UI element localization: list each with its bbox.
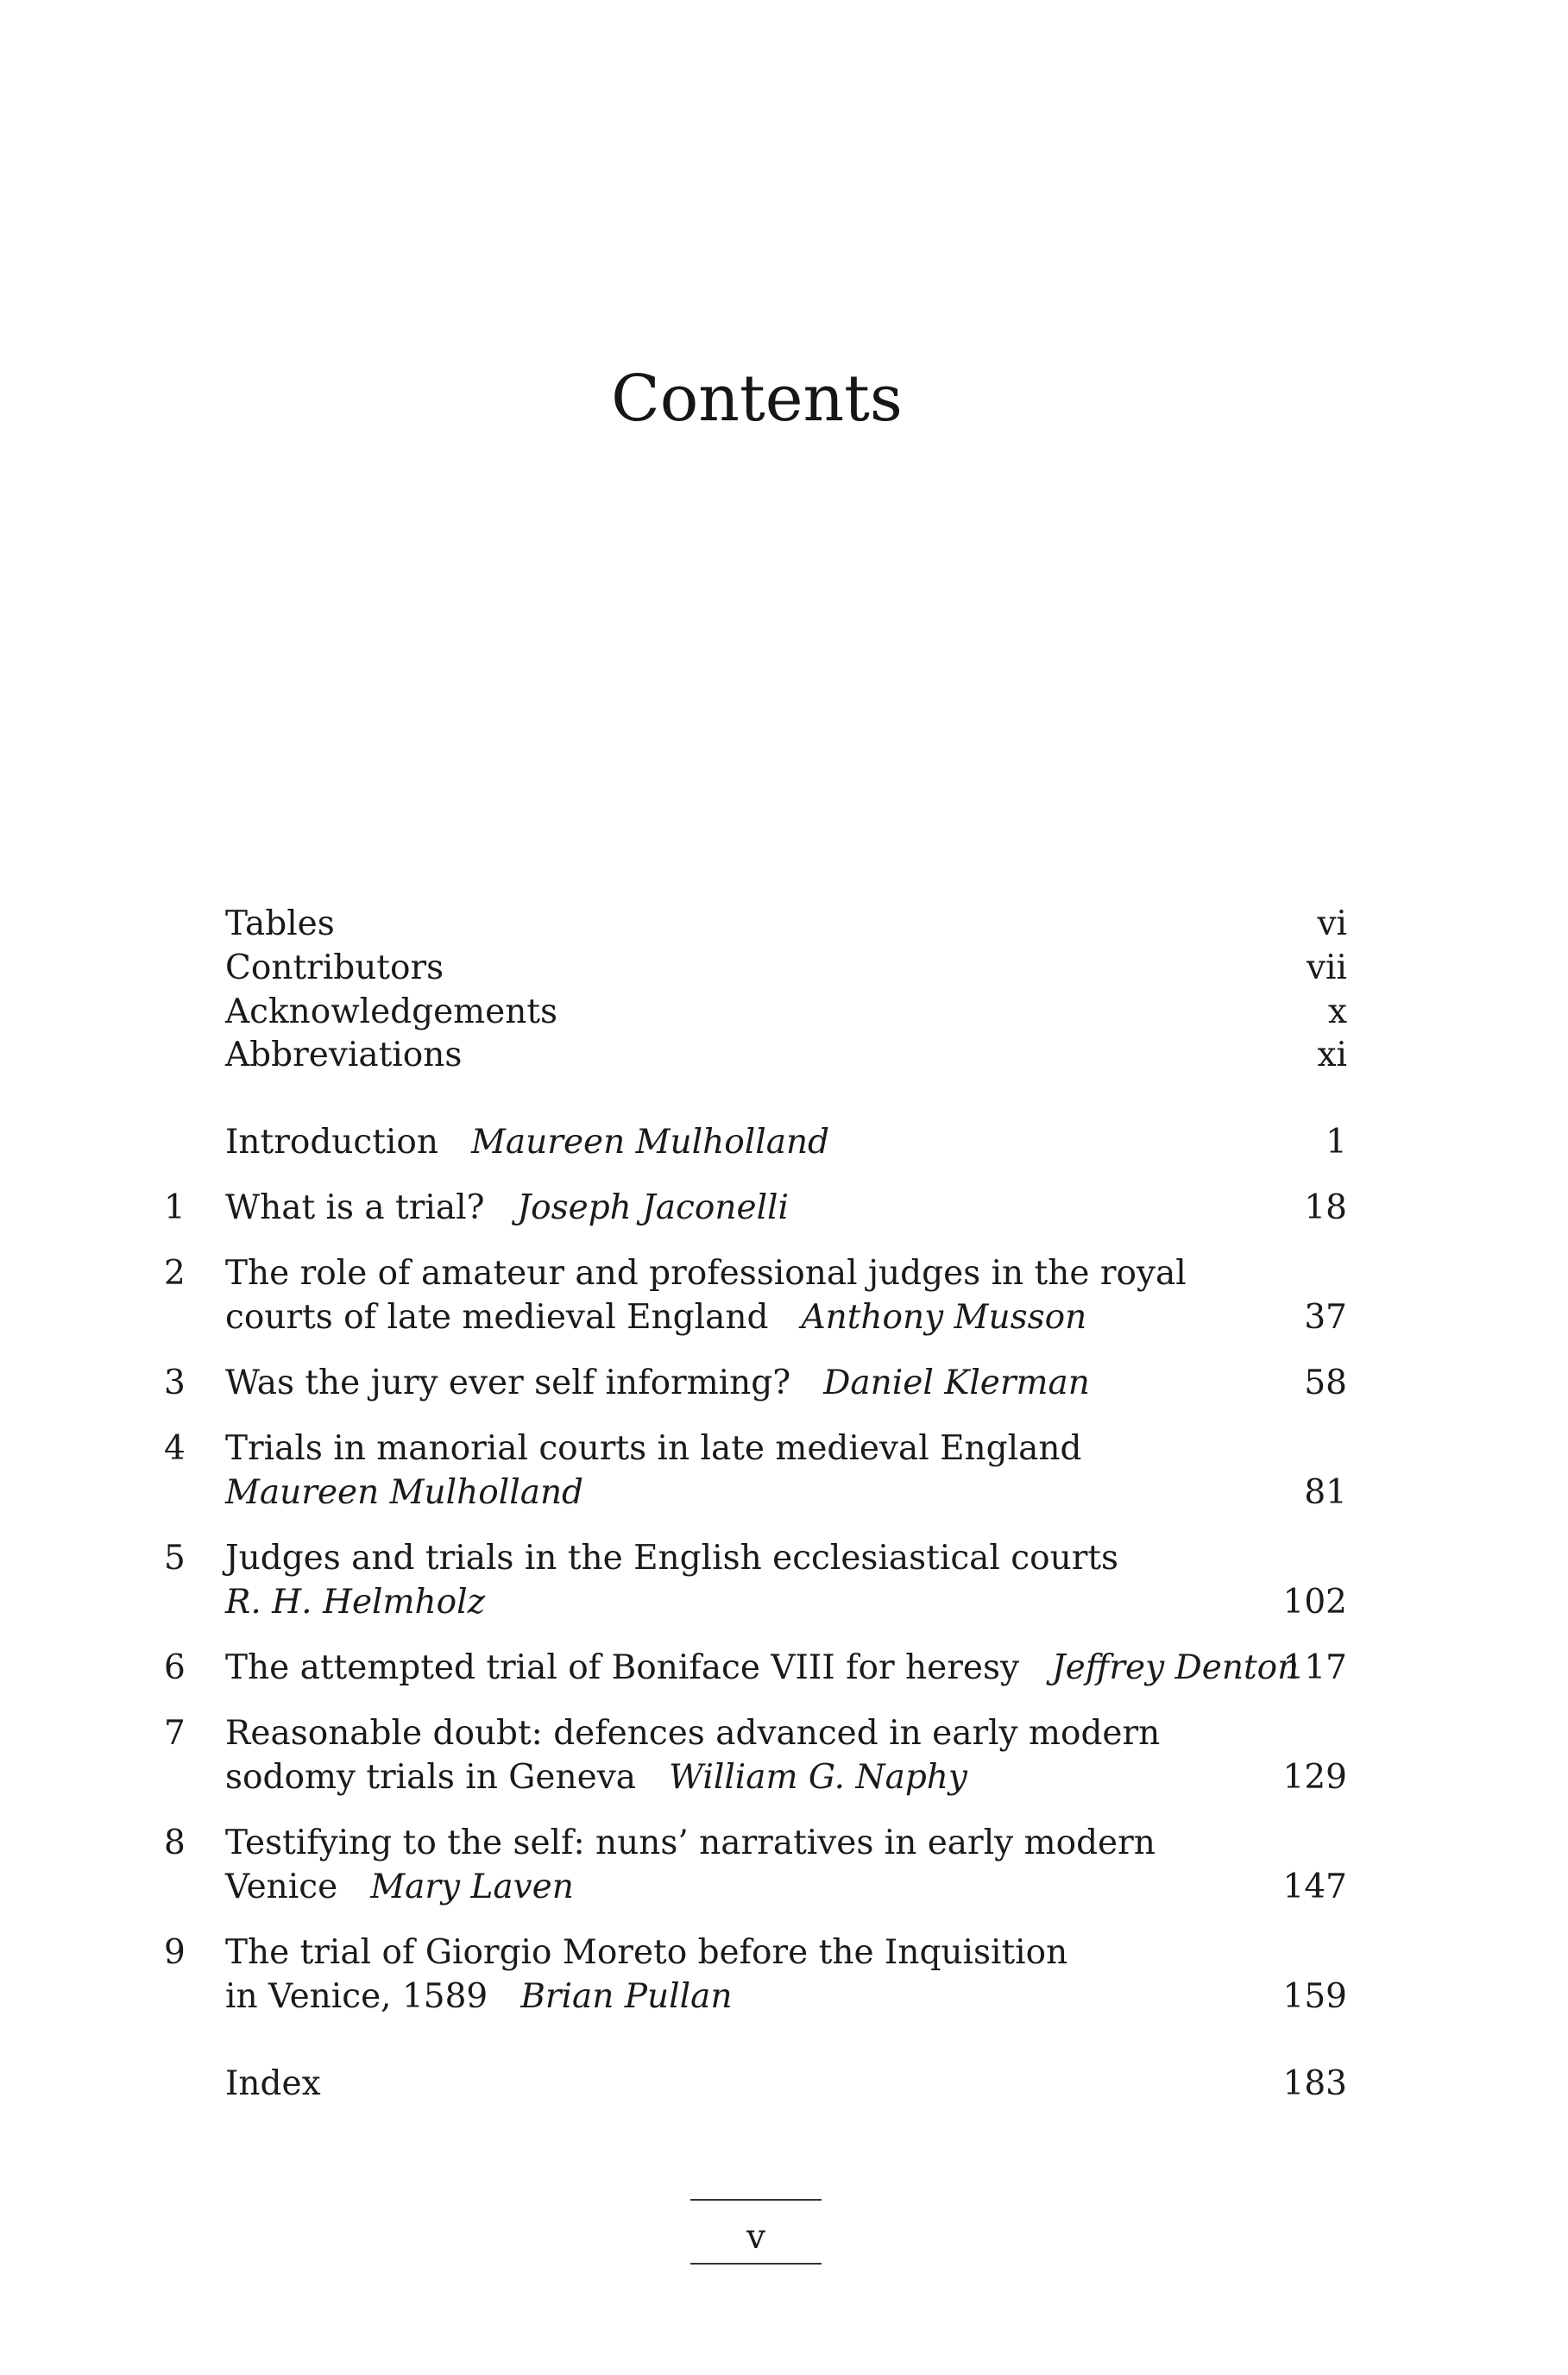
chapter-author: Jeffrey Denton [1052, 1648, 1300, 1687]
toc-page-number: 147 [1282, 1868, 1347, 1906]
page-title: Contents [611, 362, 903, 436]
chapter-number: 3 [164, 1364, 186, 1402]
toc-page-number: 129 [1282, 1758, 1347, 1797]
toc-page-number: xi [1317, 1036, 1347, 1074]
chapter-title-continued: Venice [225, 1868, 338, 1906]
chapter-title-continued: in Venice, 1589 [225, 1977, 488, 2016]
toc-page-number: vii [1307, 948, 1347, 987]
toc-page-number: vi [1317, 904, 1347, 943]
toc-page-number: x [1328, 992, 1347, 1031]
toc-entry-label: Acknowledgements [225, 992, 558, 1031]
chapter-title: Judges and trials in the English ecclesiastical courts [225, 1539, 1119, 1578]
chapter-title: The trial of Giorgio Moreto before the Inquisition [225, 1933, 1068, 1972]
chapter-number: 8 [164, 1824, 186, 1862]
toc-page-number: 18 [1304, 1188, 1347, 1227]
toc-entry-label: Abbreviations [225, 1036, 463, 1074]
chapter-title-continued: sodomy trials in Geneva [225, 1758, 636, 1797]
chapter-number: 1 [164, 1188, 186, 1227]
toc-page-number: 159 [1282, 1977, 1347, 2016]
chapter-number: 7 [164, 1714, 186, 1753]
chapter-title: What is a trial? [225, 1188, 485, 1227]
chapter-title: Trials in manorial courts in late medieval England [225, 1429, 1082, 1468]
toc-page-number: 183 [1282, 2064, 1347, 2103]
chapter-author: Maureen Mulholland [225, 1473, 584, 1512]
chapter-author: Daniel Klerman [823, 1364, 1090, 1402]
folio-rule-bottom [690, 2263, 822, 2265]
chapter-author: Joseph Jaconelli [517, 1188, 789, 1227]
toc-page-number: 58 [1304, 1364, 1347, 1402]
chapter-number: 5 [164, 1539, 186, 1578]
toc-entry-label: Index [225, 2064, 321, 2103]
chapter-author: Anthony Musson [801, 1298, 1087, 1337]
toc-entry-label: Introduction [225, 1123, 438, 1162]
chapter-number: 4 [164, 1429, 186, 1468]
toc-entry-author: Maureen Mulholland [471, 1123, 830, 1162]
chapter-number: 2 [164, 1254, 186, 1293]
toc-page-number: 81 [1304, 1473, 1347, 1512]
chapter-number: 6 [164, 1648, 186, 1687]
chapter-author: Brian Pullan [520, 1977, 733, 2016]
chapter-author: Mary Laven [370, 1868, 574, 1906]
toc-page-number: 37 [1304, 1298, 1347, 1337]
chapter-number: 9 [164, 1933, 186, 1972]
toc-page-number: 102 [1282, 1583, 1347, 1622]
chapter-author: R. H. Helmholz [225, 1583, 486, 1622]
chapter-title: Reasonable doubt: defences advanced in early modern [225, 1714, 1161, 1753]
toc-entry-label: Tables [225, 904, 335, 943]
chapter-author: William G. Naphy [668, 1758, 967, 1797]
chapter-title: Testifying to the self: nuns’ narratives in early modern [225, 1824, 1156, 1862]
toc-page-number: 1 [1326, 1123, 1347, 1162]
toc-page-number: 117 [1282, 1648, 1347, 1687]
chapter-title-continued: courts of late medieval England [225, 1298, 769, 1337]
folio-page-number: v [746, 2218, 766, 2257]
folio-rule-top [690, 2199, 822, 2201]
chapter-title: Was the jury ever self informing? [225, 1364, 791, 1402]
chapter-title: The attempted trial of Boniface VIII for heresy [225, 1648, 1020, 1687]
chapter-title: The role of amateur and professional judges in the royal [225, 1254, 1187, 1293]
toc-entry-label: Contributors [225, 948, 444, 987]
